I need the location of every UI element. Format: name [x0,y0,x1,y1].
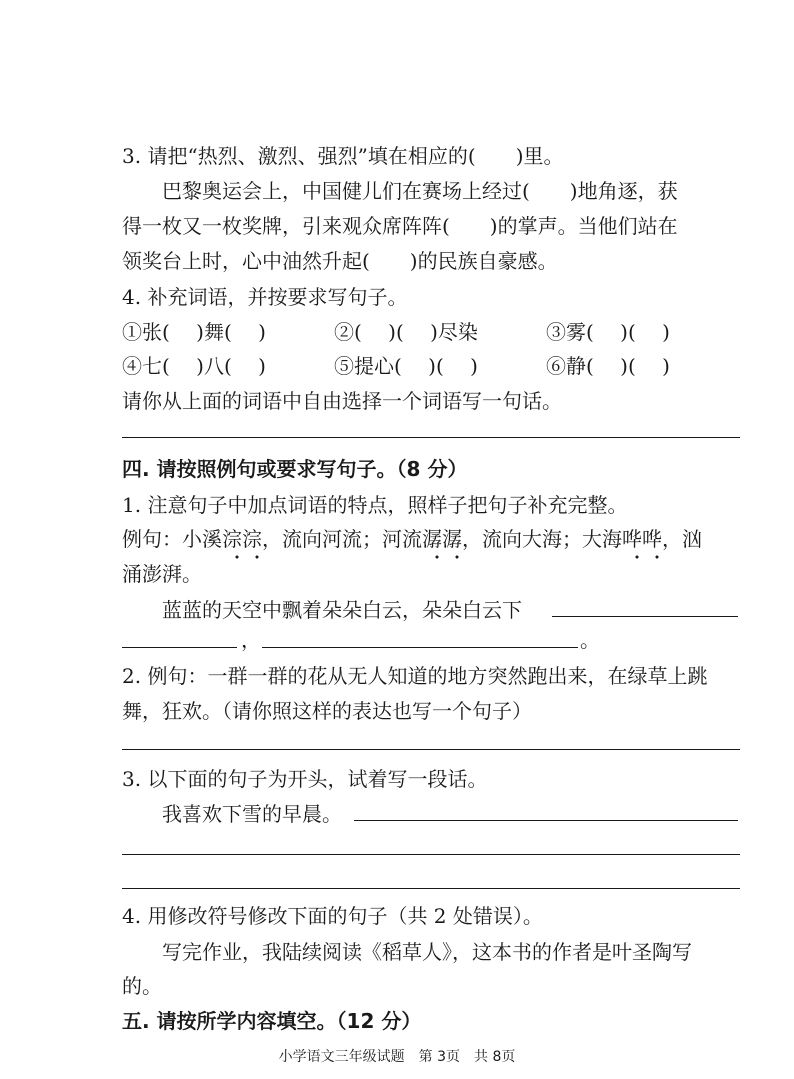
s4-q3-answer-line-1[interactable] [354,820,738,821]
s4-q1-title: 1. 注意句子中加点词语的特点，照样子把句子补充完整。 [122,493,628,517]
fill-period: 。 [580,628,600,652]
fill-blank-3[interactable] [262,647,578,648]
q4-item-1: ①张( )舞( ) [122,320,266,344]
q4-item-6: ⑥静( )( ) [546,354,670,378]
q4-item-2: ②( )( )尽染 [334,320,478,344]
q3-line-2: 得一枚又一枚奖牌，引来观众席阵阵( )的掌声。当他们站在 [122,214,678,238]
dotted-word-2: 潺潺 [422,527,462,551]
s4-q4-line-1: 写完作业，我陆续阅读《稻草人》，这本书的作者是叶圣陶写 [162,940,692,964]
example-label: 例句：小溪 [122,527,222,551]
page-footer: 小学语文三年级试题 第 3页 共 8页 [278,1049,516,1065]
q4-item-4: ④七( )八( ) [122,354,266,378]
q3-title: 3. 请把“热烈、激烈、强烈”填在相应的( )里。 [122,144,564,168]
s4-q3-start: 我喜欢下雪的早晨。 [162,802,342,826]
dotted-word-1: 淙淙 [222,527,262,551]
q4-item-3: ③雾( )( ) [546,320,670,344]
s4-q3-answer-line-2[interactable] [122,854,740,855]
q4-items-row-2 [122,352,744,380]
s4-example-line-2: 涌澎湃。 [122,562,202,586]
fill-blank-1[interactable] [552,616,738,617]
s4-example-line-1 [122,525,744,553]
section-5-heading: 五. 请按所学内容填空。（12 分） [122,1009,422,1033]
q4-title: 4. 补充词语，并按要求写句子。 [122,285,408,309]
q3-line-3: 领奖台上时，心中油然升起( )的民族自豪感。 [122,249,558,273]
fill-comma: ， [241,628,261,652]
example-text-1: ，流向河流；河流 [262,527,422,551]
q4-answer-line[interactable] [122,437,740,438]
s4-q2-line-2: 舞，狂欢。（请你照这样的表达也写一个句子） [122,699,532,723]
q4-item-5: ⑤提心( )( ) [334,354,478,378]
example-text-3: ，汹 [662,527,702,551]
q4-items-row-1 [122,318,744,346]
fill-blank-2[interactable] [122,647,237,648]
section-4-heading: 四. 请按照例句或要求写句子。（8 分） [122,457,468,481]
s4-q4-line-2: 的。 [122,974,162,998]
s4-q2-answer-line[interactable] [122,749,740,750]
dotted-word-3: 哗哗 [622,527,662,551]
s4-q3-answer-line-3[interactable] [122,888,740,889]
s4-q4-title: 4. 用修改符号修改下面的句子（共 2 处错误）。 [122,904,543,928]
q3-line-1: 巴黎奥运会上，中国健儿们在赛场上经过( )地角逐，获 [162,179,678,203]
example-text-2: ，流向大海；大海 [462,527,622,551]
s4-fill-line-1: 蓝蓝的天空中飘着朵朵白云，朵朵白云下 [162,598,522,622]
s4-q2-line-1: 2. 例句：一群一群的花从无人知道的地方突然跑出来，在绿草上跳 [122,664,708,688]
q4-instruction: 请你从上面的词语中自由选择一个词语写一句话。 [122,389,562,413]
s4-q3-title: 3. 以下面的句子为开头，试着写一段话。 [122,767,488,791]
